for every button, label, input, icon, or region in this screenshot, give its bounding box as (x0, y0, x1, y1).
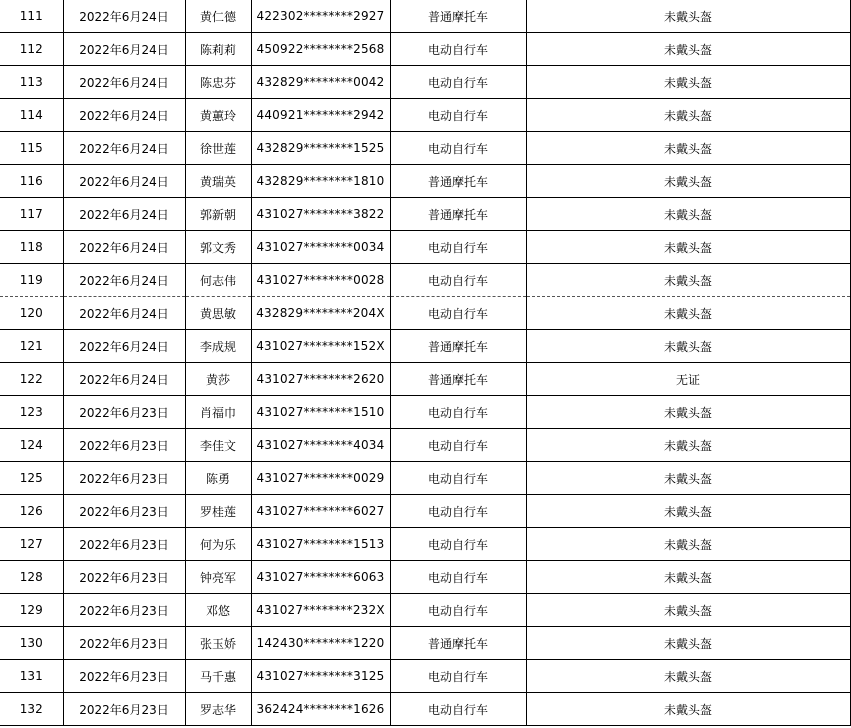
id-number-cell: 422302********2927 (251, 0, 390, 33)
name-cell: 徐世莲 (185, 132, 251, 165)
violation-cell: 未戴头盔 (526, 132, 850, 165)
table-row (0, 231, 850, 264)
row-number-cell: 121 (0, 330, 63, 363)
id-number-cell: 450922********2568 (251, 33, 390, 66)
date-cell: 2022年6月24日 (63, 132, 185, 165)
name-cell: 黄瑞英 (185, 165, 251, 198)
table-row (0, 66, 850, 99)
row-number-cell: 126 (0, 495, 63, 528)
date-cell: 2022年6月24日 (63, 99, 185, 132)
id-number-cell: 431027********1513 (251, 528, 390, 561)
date-cell: 2022年6月23日 (63, 561, 185, 594)
id-number-cell: 432829********1810 (251, 165, 390, 198)
violation-cell: 未戴头盔 (526, 495, 850, 528)
vehicle-type-cell: 普通摩托车 (390, 198, 526, 231)
id-number-cell: 431027********0034 (251, 231, 390, 264)
name-cell: 郭新朝 (185, 198, 251, 231)
vehicle-type-cell: 电动自行车 (390, 396, 526, 429)
date-cell: 2022年6月24日 (63, 33, 185, 66)
name-cell: 黄仁德 (185, 0, 251, 33)
row-number-cell: 112 (0, 33, 63, 66)
violation-cell: 未戴头盔 (526, 462, 850, 495)
id-number-cell: 431027********4034 (251, 429, 390, 462)
violation-cell: 未戴头盔 (526, 198, 850, 231)
table-row (0, 363, 850, 396)
violation-cell: 未戴头盔 (526, 561, 850, 594)
vehicle-type-cell: 电动自行车 (390, 66, 526, 99)
row-number-cell: 122 (0, 363, 63, 396)
table-row (0, 627, 850, 660)
row-number-cell: 119 (0, 264, 63, 297)
vehicle-type-cell: 电动自行车 (390, 429, 526, 462)
date-cell: 2022年6月23日 (63, 594, 185, 627)
table-row (0, 264, 850, 297)
name-cell: 肖福巾 (185, 396, 251, 429)
violation-cell: 未戴头盔 (526, 231, 850, 264)
table-row (0, 528, 850, 561)
violation-cell: 未戴头盔 (526, 264, 850, 297)
name-cell: 李佳文 (185, 429, 251, 462)
vehicle-type-cell: 电动自行车 (390, 297, 526, 330)
vehicle-type-cell: 电动自行车 (390, 660, 526, 693)
id-number-cell: 431027********1510 (251, 396, 390, 429)
vehicle-type-cell: 电动自行车 (390, 561, 526, 594)
date-cell: 2022年6月24日 (63, 231, 185, 264)
row-number-cell: 129 (0, 594, 63, 627)
name-cell: 何志伟 (185, 264, 251, 297)
id-number-cell: 431027********6063 (251, 561, 390, 594)
name-cell: 黄莎 (185, 363, 251, 396)
id-number-cell: 431027********152X (251, 330, 390, 363)
violation-cell: 未戴头盔 (526, 0, 850, 33)
vehicle-type-cell: 电动自行车 (390, 528, 526, 561)
violation-cell: 未戴头盔 (526, 297, 850, 330)
row-number-cell: 117 (0, 198, 63, 231)
date-cell: 2022年6月24日 (63, 264, 185, 297)
violation-cell: 未戴头盔 (526, 396, 850, 429)
table-row (0, 462, 850, 495)
date-cell: 2022年6月23日 (63, 528, 185, 561)
vehicle-type-cell: 普通摩托车 (390, 363, 526, 396)
row-number-cell: 128 (0, 561, 63, 594)
id-number-cell: 440921********2942 (251, 99, 390, 132)
violation-cell: 未戴头盔 (526, 330, 850, 363)
table-row (0, 165, 850, 198)
vehicle-type-cell: 普通摩托车 (390, 165, 526, 198)
date-cell: 2022年6月23日 (63, 495, 185, 528)
date-cell: 2022年6月24日 (63, 297, 185, 330)
violation-cell: 未戴头盔 (526, 594, 850, 627)
vehicle-type-cell: 普通摩托车 (390, 330, 526, 363)
name-cell: 黄蕙玲 (185, 99, 251, 132)
row-number-cell: 130 (0, 627, 63, 660)
table-row (0, 297, 850, 330)
violation-cell: 未戴头盔 (526, 33, 850, 66)
vehicle-type-cell: 普通摩托车 (390, 627, 526, 660)
vehicle-type-cell: 电动自行车 (390, 495, 526, 528)
id-number-cell: 431027********3125 (251, 660, 390, 693)
date-cell: 2022年6月24日 (63, 363, 185, 396)
row-number-cell: 115 (0, 132, 63, 165)
vehicle-type-cell: 电动自行车 (390, 132, 526, 165)
table-row (0, 429, 850, 462)
vehicle-type-cell: 电动自行车 (390, 693, 526, 726)
name-cell: 陈勇 (185, 462, 251, 495)
table-row (0, 396, 850, 429)
violation-cell: 未戴头盔 (526, 660, 850, 693)
id-number-cell: 432829********1525 (251, 132, 390, 165)
violation-cell: 无证 (526, 363, 850, 396)
date-cell: 2022年6月24日 (63, 198, 185, 231)
table-row (0, 33, 850, 66)
table-row (0, 330, 850, 363)
row-number-cell: 111 (0, 0, 63, 33)
table-row (0, 198, 850, 231)
name-cell: 罗志华 (185, 693, 251, 726)
vehicle-type-cell: 普通摩托车 (390, 0, 526, 33)
violation-cell: 未戴头盔 (526, 165, 850, 198)
id-number-cell: 432829********204X (251, 297, 390, 330)
table-row (0, 660, 850, 693)
id-number-cell: 362424********1626 (251, 693, 390, 726)
table-row (0, 0, 850, 33)
row-number-cell: 113 (0, 66, 63, 99)
vehicle-type-cell: 电动自行车 (390, 264, 526, 297)
id-number-cell: 431027********2620 (251, 363, 390, 396)
date-cell: 2022年6月23日 (63, 660, 185, 693)
date-cell: 2022年6月24日 (63, 330, 185, 363)
name-cell: 郭文秀 (185, 231, 251, 264)
row-number-cell: 131 (0, 660, 63, 693)
row-number-cell: 123 (0, 396, 63, 429)
row-number-cell: 127 (0, 528, 63, 561)
name-cell: 钟亮军 (185, 561, 251, 594)
name-cell: 李成规 (185, 330, 251, 363)
date-cell: 2022年6月24日 (63, 165, 185, 198)
id-number-cell: 431027********232X (251, 594, 390, 627)
vehicle-type-cell: 电动自行车 (390, 33, 526, 66)
row-number-cell: 116 (0, 165, 63, 198)
table-row (0, 693, 850, 726)
violation-cell: 未戴头盔 (526, 99, 850, 132)
violation-cell: 未戴头盔 (526, 66, 850, 99)
date-cell: 2022年6月24日 (63, 66, 185, 99)
row-number-cell: 114 (0, 99, 63, 132)
violation-cell: 未戴头盔 (526, 429, 850, 462)
name-cell: 马千惠 (185, 660, 251, 693)
violation-cell: 未戴头盔 (526, 528, 850, 561)
name-cell: 陈忠芬 (185, 66, 251, 99)
vehicle-type-cell: 电动自行车 (390, 462, 526, 495)
id-number-cell: 431027********0029 (251, 462, 390, 495)
id-number-cell: 431027********6027 (251, 495, 390, 528)
name-cell: 张玉娇 (185, 627, 251, 660)
id-number-cell: 431027********0028 (251, 264, 390, 297)
date-cell: 2022年6月23日 (63, 462, 185, 495)
name-cell: 邓悠 (185, 594, 251, 627)
table-row (0, 561, 850, 594)
violation-cell: 未戴头盔 (526, 693, 850, 726)
table-row (0, 495, 850, 528)
table-row (0, 594, 850, 627)
vehicle-type-cell: 电动自行车 (390, 99, 526, 132)
violation-cell: 未戴头盔 (526, 627, 850, 660)
name-cell: 何为乐 (185, 528, 251, 561)
date-cell: 2022年6月23日 (63, 429, 185, 462)
id-number-cell: 432829********0042 (251, 66, 390, 99)
id-number-cell: 431027********3822 (251, 198, 390, 231)
table-row (0, 132, 850, 165)
name-cell: 陈莉莉 (185, 33, 251, 66)
row-number-cell: 132 (0, 693, 63, 726)
id-number-cell: 142430********1220 (251, 627, 390, 660)
row-number-cell: 120 (0, 297, 63, 330)
table-row (0, 99, 850, 132)
vehicle-type-cell: 电动自行车 (390, 594, 526, 627)
row-number-cell: 124 (0, 429, 63, 462)
row-number-cell: 118 (0, 231, 63, 264)
date-cell: 2022年6月23日 (63, 396, 185, 429)
date-cell: 2022年6月23日 (63, 627, 185, 660)
name-cell: 罗桂莲 (185, 495, 251, 528)
row-number-cell: 125 (0, 462, 63, 495)
date-cell: 2022年6月23日 (63, 693, 185, 726)
date-cell: 2022年6月24日 (63, 0, 185, 33)
vehicle-type-cell: 电动自行车 (390, 231, 526, 264)
name-cell: 黄思敏 (185, 297, 251, 330)
